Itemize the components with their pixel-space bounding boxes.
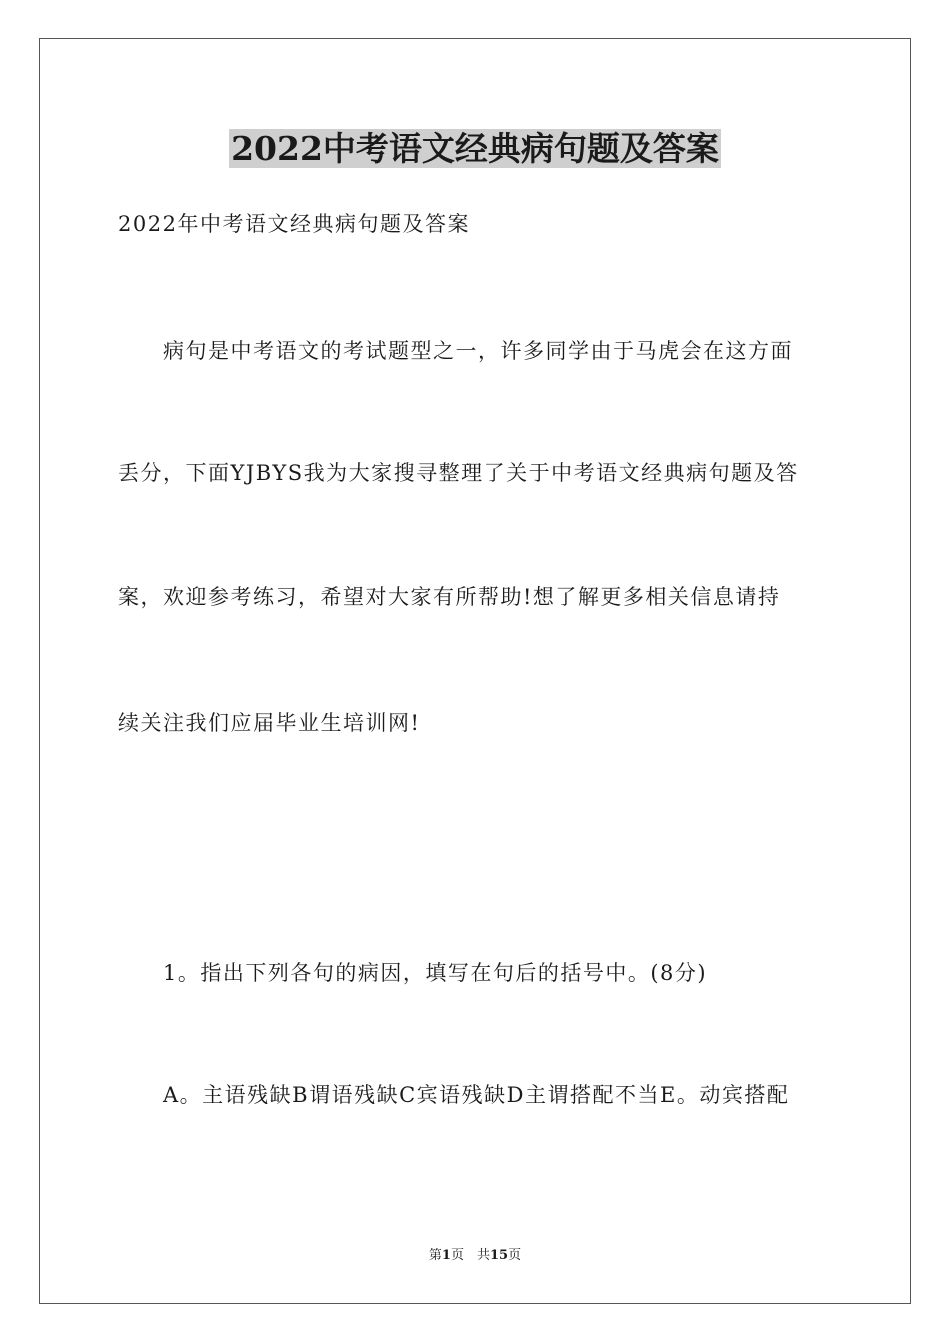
options-line: A。主语残缺B谓语残缺C宾语残缺D主谓搭配不当E。动宾搭配	[118, 1083, 790, 1107]
paragraph-line: 续关注我们应届毕业生培训网!	[118, 711, 421, 735]
footer-page-suffix: 页	[508, 1248, 522, 1263]
document-title-text: 2022中考语文经典病句题及答案	[231, 129, 719, 168]
footer-page-prefix: 第	[428, 1248, 442, 1263]
paragraph-line: 丢分，下面YJBYS我为大家搜寻整理了关于中考语文经典病句题及答	[118, 461, 799, 485]
footer-page-mid: 页 共	[450, 1248, 490, 1263]
question-line: 1。指出下列各句的病因，填写在句后的括号中。(8分)	[118, 961, 708, 985]
footer-page-current: 1	[441, 1248, 451, 1263]
paragraph-line: 病句是中考语文的考试题型之一，许多同学由于马虎会在这方面	[118, 339, 793, 363]
page-footer	[0, 1247, 950, 1265]
document-subtitle: 2022年中考语文经典病句题及答案	[118, 212, 470, 236]
document-title	[0, 127, 950, 171]
footer-page-total: 15	[489, 1248, 509, 1263]
paragraph-line: 案，欢迎参考练习，希望对大家有所帮助!想了解更多相关信息请持	[118, 585, 781, 609]
